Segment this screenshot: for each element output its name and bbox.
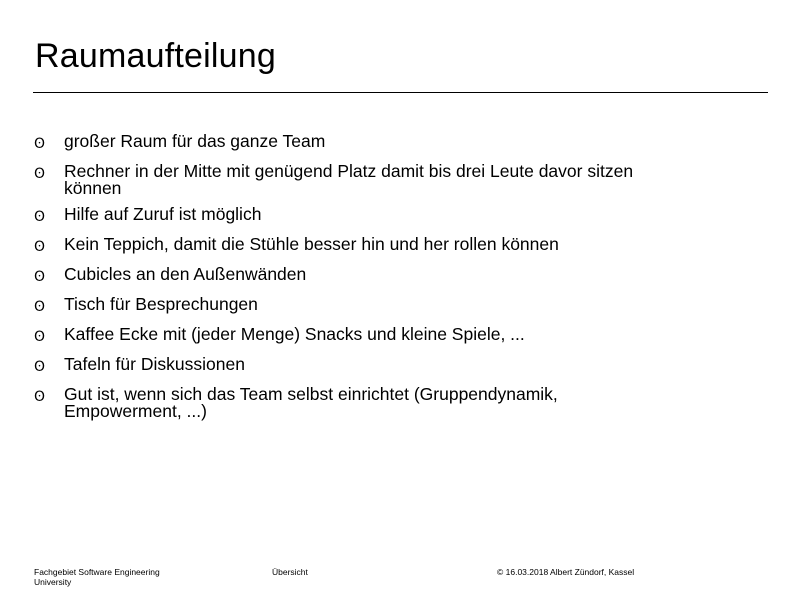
bullet-circle-icon: ʘ xyxy=(34,239,46,255)
footer-copyright: © 16.03.2018 Albert Zündorf, Kassel xyxy=(497,567,635,577)
bullet-circle-icon: ʘ xyxy=(34,389,46,405)
bullet-item xyxy=(34,133,734,150)
bullet-circle-icon: ʘ xyxy=(34,329,46,345)
footer-section: Übersicht xyxy=(272,567,308,577)
bullet-item xyxy=(34,386,734,420)
bullet-item xyxy=(34,356,734,373)
bullet-text: Kaffee Ecke mit (jeder Menge) Snacks und kleine Spiele, ... xyxy=(64,324,525,344)
footer-institution: Fachgebiet Software Engineering University xyxy=(34,567,160,587)
bullet-circle-icon: ʘ xyxy=(34,299,46,315)
bullet-item xyxy=(34,296,734,313)
bullet-circle-icon: ʘ xyxy=(34,136,46,152)
bullet-text: Cubicles an den Außenwänden xyxy=(64,264,307,284)
bullet-circle-icon: ʘ xyxy=(34,166,46,182)
bullet-item xyxy=(34,266,734,283)
bullet-item xyxy=(34,206,734,223)
bullet-item xyxy=(34,326,734,343)
bullet-text: Hilfe auf Zuruf ist möglich xyxy=(64,204,262,224)
bullet-text: Gut ist, wenn sich das Team selbst einrichtet (Gruppendynamik, Empowerment, ...) xyxy=(64,384,558,421)
bullet-text: Rechner in der Mitte mit genügend Platz damit bis drei Leute davor sitzen können xyxy=(64,161,634,198)
bullet-circle-icon: ʘ xyxy=(34,269,46,285)
bullet-text: Tisch für Besprechungen xyxy=(64,294,258,314)
bullet-item xyxy=(34,163,734,197)
bullet-circle-icon: ʘ xyxy=(34,359,46,375)
bullet-text: großer Raum für das ganze Team xyxy=(64,131,326,151)
bullet-circle-icon: ʘ xyxy=(34,209,46,225)
bullet-text: Tafeln für Diskussionen xyxy=(64,354,245,374)
bullet-item xyxy=(34,236,734,253)
bullet-list xyxy=(34,133,734,433)
title-divider xyxy=(33,92,768,93)
slide-title: Raumaufteilung xyxy=(35,37,276,75)
bullet-text: Kein Teppich, damit die Stühle besser hin und her rollen können xyxy=(64,234,559,254)
